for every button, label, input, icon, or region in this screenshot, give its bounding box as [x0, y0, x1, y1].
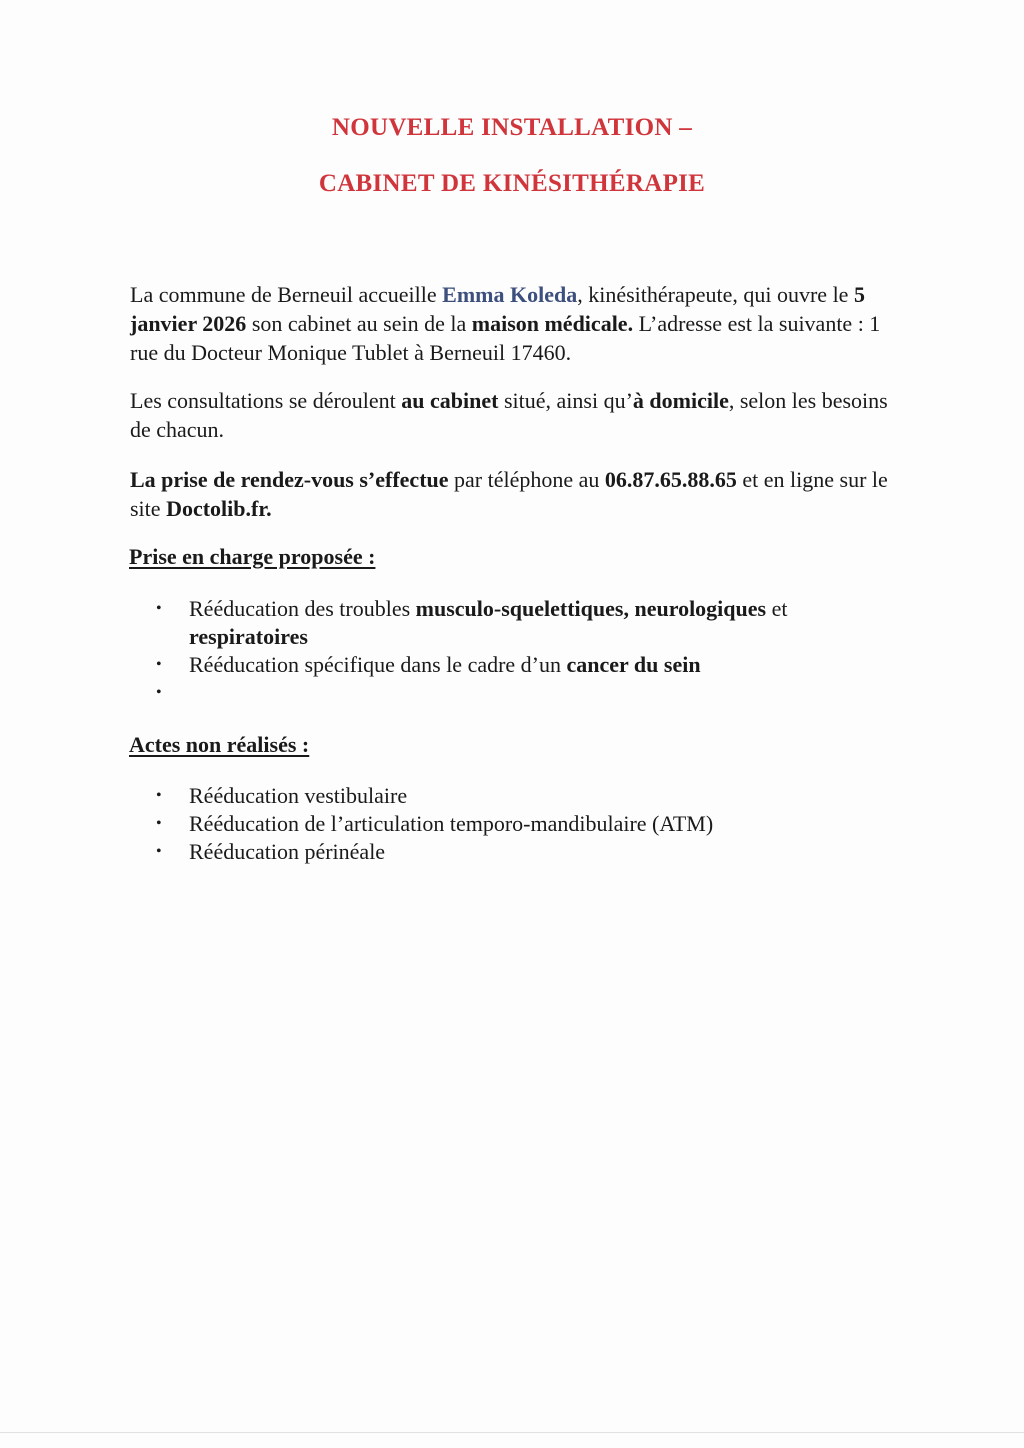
list-item: [150, 651, 890, 679]
address-text: L’adresse est la suivante : 1 rue du Docteur Monique Tublet à Berneuil 17460.: [130, 311, 881, 365]
bullet-icon: •: [156, 787, 162, 804]
text-run: situé, ainsi qu’: [498, 388, 633, 413]
consultations-paragraph: [130, 386, 910, 444]
page-title-line-2: CABINET DE KINÉSITHÉRAPIE: [318, 170, 706, 197]
text-run: Rééducation de l’articulation temporo-mandibulaire (ATM): [189, 811, 714, 836]
text-run: respiratoires: [189, 624, 308, 649]
text-run: son cabinet au sein de la: [246, 311, 472, 336]
text-run: et: [766, 596, 788, 621]
text-run: et en ligne sur le site: [130, 467, 888, 521]
text-run: Les consultations se déroulent: [130, 388, 402, 413]
opening-date: 5 janvier 2026: [130, 282, 865, 336]
text-run: Rééducation des troubles: [189, 596, 416, 621]
scan-edge-divider: [0, 1432, 1024, 1433]
bullet-icon: •: [156, 843, 162, 860]
location-name: maison médicale.: [471, 311, 634, 336]
text-run: musculo-squelettiques, neurologiques: [415, 596, 767, 621]
bullet-icon: •: [156, 815, 162, 832]
list-item: [150, 782, 890, 810]
booking-site: Doctolib.fr.: [166, 496, 272, 521]
text-run: cancer du sein: [566, 652, 701, 677]
list-item: [150, 595, 890, 651]
text-run: , selon les besoins de chacun.: [130, 388, 888, 442]
list-item-empty: [150, 679, 890, 707]
appointment-lead: La prise de rendez-vous s’effectue: [130, 467, 449, 492]
bullet-icon: •: [156, 684, 162, 701]
text-run: Rééducation vestibulaire: [189, 783, 408, 808]
bullet-icon: •: [156, 600, 162, 617]
section-heading-services: Prise en charge proposée :: [129, 544, 376, 569]
text-run: Rééducation périnéale: [189, 839, 386, 864]
list-item: [150, 810, 890, 838]
bullet-icon: •: [156, 656, 162, 673]
services-list: [150, 595, 890, 707]
appointment-paragraph: [130, 465, 910, 523]
list-item: [150, 838, 890, 866]
consultation-home: à domicile: [632, 388, 729, 413]
text-run: La commune de Berneuil accueille: [130, 282, 443, 307]
section-heading-excluded: Actes non réalisés :: [129, 732, 310, 757]
practitioner-name: Emma Koleda: [442, 282, 578, 307]
intro-paragraph: [130, 280, 910, 367]
consultation-cabinet: au cabinet: [401, 388, 499, 413]
phone-number: 06.87.65.88.65: [604, 467, 737, 492]
page-title-line-1: NOUVELLE INSTALLATION –: [331, 114, 693, 141]
text-run: par téléphone au: [448, 467, 605, 492]
text-run: Rééducation spécifique dans le cadre d’un: [189, 652, 567, 677]
excluded-list: [150, 782, 890, 866]
text-run: , kinésithérapeute, qui ouvre le: [577, 282, 854, 307]
